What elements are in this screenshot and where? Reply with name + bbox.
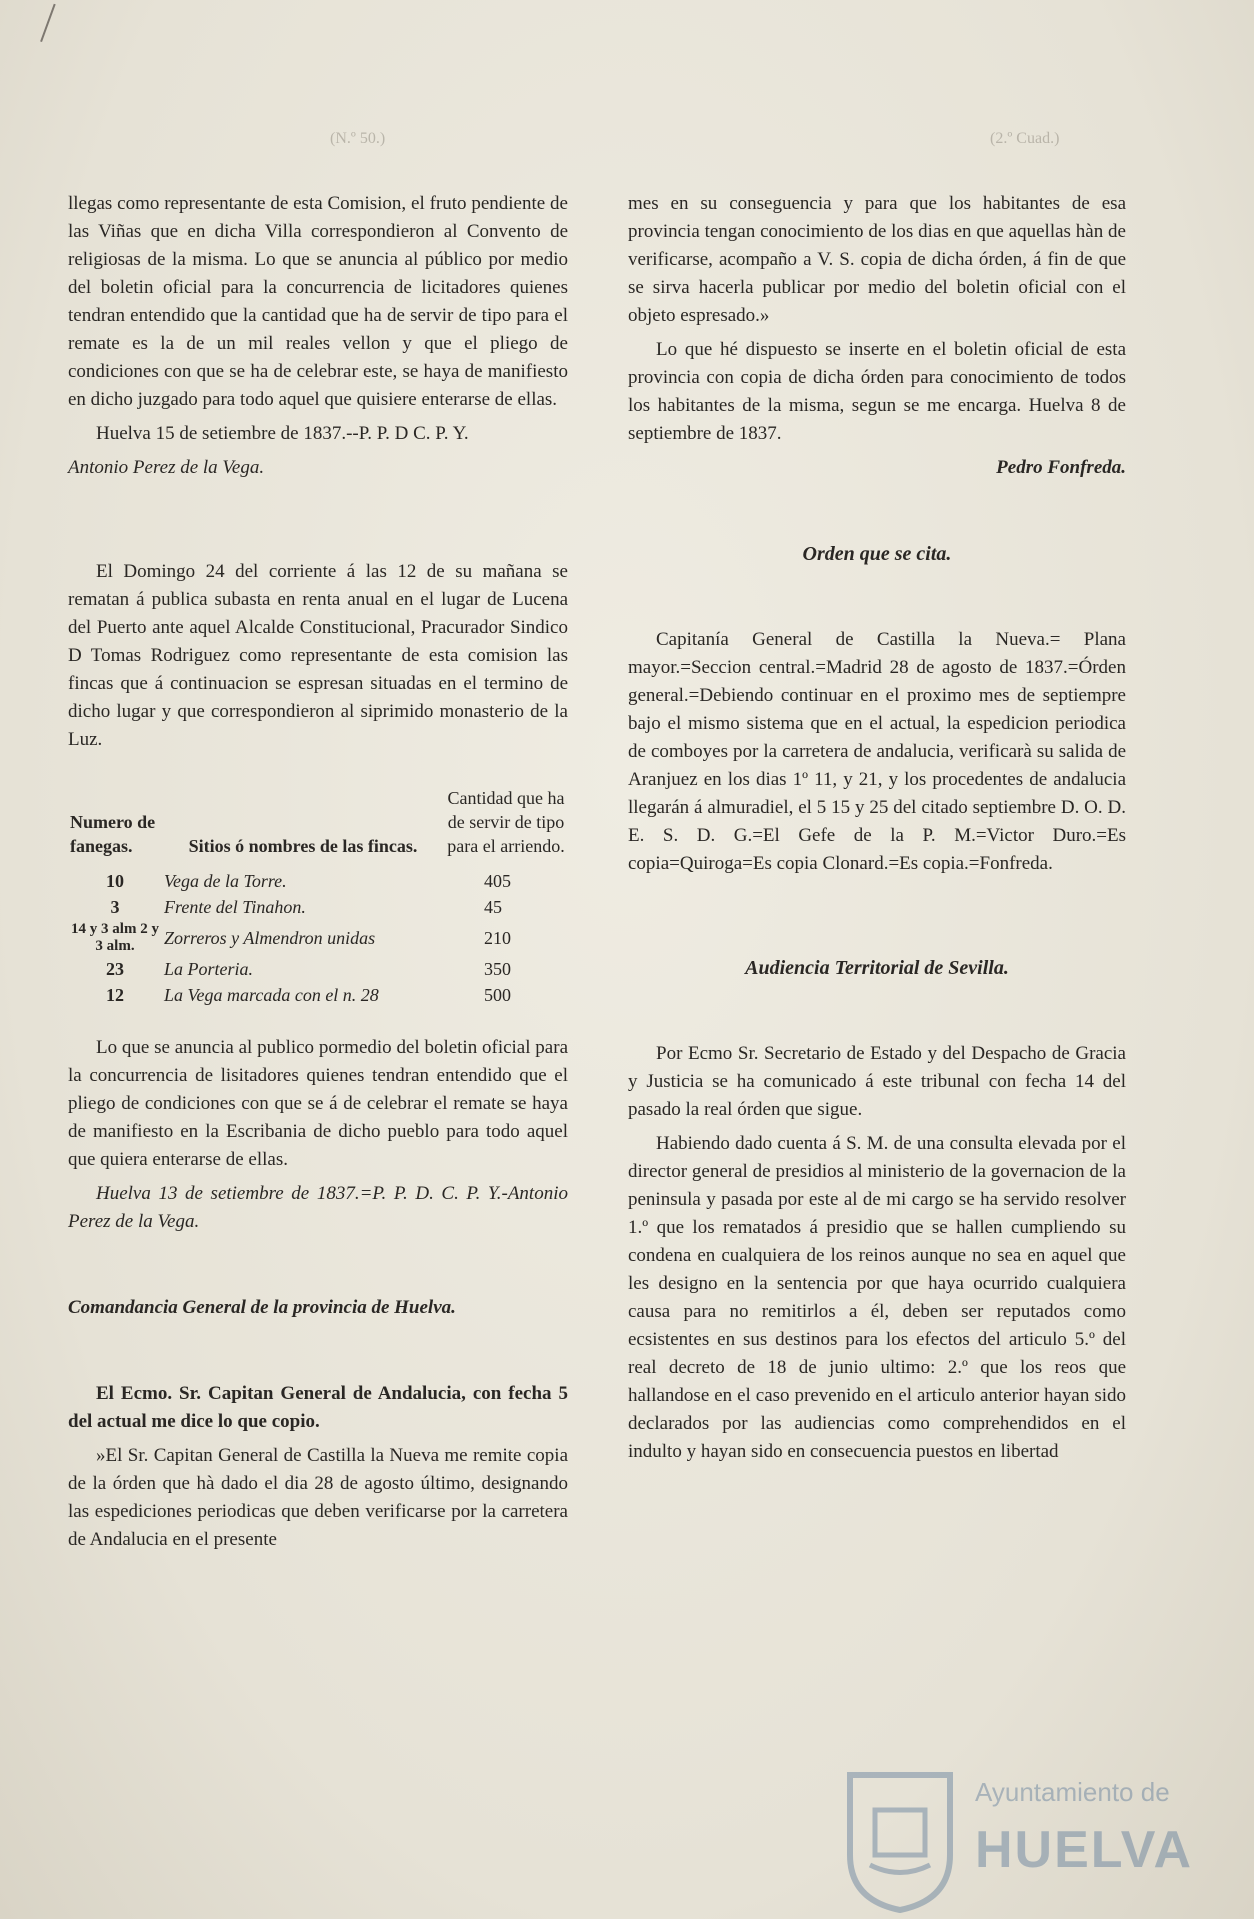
fonfreda-notice: Lo que hé dispuesto se inserte en el boletin oficial de esta provincia con copia de dicha órden para conocimiento de todos los habitantes de la misma, segun se me encarga. Huelva 8 de septiembre de 1837. xyxy=(628,339,1126,444)
fanegas-cell: 3 xyxy=(110,897,120,917)
watermark-line1: Ayuntamiento de xyxy=(975,1777,1170,1807)
amount-cell: 45 xyxy=(484,897,502,917)
amount-cell: 350 xyxy=(484,959,511,979)
table-row xyxy=(68,956,568,982)
audiencia-heading: Audiencia Territorial de Sevilla. xyxy=(745,957,1009,979)
fonfreda-signature: Pedro Fonfreda. xyxy=(996,457,1126,478)
audiencia-intro: Por Ecmo Sr. Secretario de Estado y del Despacho de Gracia y Justicia se ha comunicado á este tribunal con fecha 14 del pasado la real órden que sigue. xyxy=(628,1043,1126,1120)
lucena-closing-notice: Lo que se anuncia al publico pormedio del boletin oficial para la concurrencia de lisitadores quienes tendran entendido que el pliego de condiciones con que se á de celebrar el remate se haya de manifiesto en la Escribania de dicho pueblo para todo aquel que quiera enterarse de ellas. xyxy=(68,1037,568,1170)
auction-vineyard-date: Huelva 15 de setiembre de 1837.--P. P. D C. P. Y. xyxy=(96,423,469,444)
site-cell: Vega de la Torre. xyxy=(164,871,287,891)
auction-vineyard-notice: llegas como representante de esta Comision, el fruto pendiente de las Viñas que en dicha Villa correspondieron al Convento de religiosas de la misma. Lo que se anuncia al público por medio del boletin oficial para la concurrencia de licitadores quienes tendran entendido que la cantidad que ha de servir de tipo para el remate es la de un mil reales vellon y que el pliego de condiciones con que se ha de celebrar este, se haya de manifiesto en dicho juzgado para todo aquel que quisiere enterarse de ellas. xyxy=(68,193,568,410)
lots-table xyxy=(68,786,568,1008)
right-column xyxy=(628,190,1126,1472)
lots-table-header xyxy=(68,786,568,868)
table-row xyxy=(68,894,568,920)
comandancia-heading: Comandancia General de la provincia de Huelva. xyxy=(68,1297,456,1318)
city-seal-icon xyxy=(840,1765,960,1915)
qty-header: Cantidad que ha de servir de tipo para el arriendo. xyxy=(447,788,565,856)
lucena-auction-notice: El Domingo 24 del corriente á las 12 de su mañana se rematan á publica subasta en renta anual en el lugar de Lucena del Puerto ante aquel Alcalde Constitucional, Pracurador Sindico D Tomas Rodriguez como representante de esta comision las fincas que á continuacion se espresan situadas en el termino de dicho lugar y que correspondieron al siprimido monasterio de la Luz. xyxy=(68,561,568,750)
table-row xyxy=(68,868,568,894)
orden-text: Capitanía General de Castilla la Nueva.= Plana mayor.=Seccion central.=Madrid 28 de agosto de 1837.=Órden general.=Debiendo continuar en el proximo mes de septiempre bajo el mismo sistema que en el actual, la espedicion periodica de comboyes por la carretera de andalucia, verificarà su salida de Aranjuez en los dias 1º 11, y 21, y los procedentes de andalucia llegarán á almuradiel, el 5 15 y 25 del citado septiembre D. O. D. E. S. D. G.=El Gefe de la P. M.=Victor Duro.=Es copia=Quiroga=Es copia Clonard.=Es copia.=Fonfreda. xyxy=(628,629,1126,874)
ayuntamiento-watermark xyxy=(840,1765,1254,1915)
fanegas-cell: 12 xyxy=(106,985,124,1005)
left-column xyxy=(68,190,568,1560)
fanegas-header: Numero de fanegas. xyxy=(70,812,156,856)
corner-mark xyxy=(40,4,84,53)
fanegas-cell: 23 xyxy=(106,959,124,979)
amount-cell: 405 xyxy=(484,871,511,891)
sites-header: Sitios ó nombres de las fincas. xyxy=(188,836,418,856)
fanegas-cell: 14 y 3 alm 2 y 3 alm. xyxy=(71,921,159,954)
site-cell: Frente del Tinahon. xyxy=(164,897,306,917)
header-left-mark: (N.º 50.) xyxy=(330,130,386,147)
capitan-intro: El Ecmo. Sr. Capitan General de Andalucia, con fecha 5 del actual me dice lo que copio. xyxy=(68,1383,568,1432)
site-cell: La Porteria. xyxy=(164,959,254,979)
amount-cell: 210 xyxy=(484,928,511,948)
table-row xyxy=(68,920,568,956)
capitan-letter: »El Sr. Capitan General de Castilla la Nueva me remite copia de la órden que hà dado el dia 28 de agosto último, designando las espediciones periodicas que deben verificarse por la carretera de Andalucia en el presente xyxy=(68,1445,568,1550)
watermark-line2: HUELVA xyxy=(975,1821,1194,1879)
amount-cell: 500 xyxy=(484,985,511,1005)
capitan-letter-continued: mes en su conseguencia y para que los habitantes de esa provincia tengan conocimiento de los dias en que aquellas hàn de verificarse, acompaño a V. S. copia de dicha órden, á fin de que se sirva hacerla publicar por medio del boletin oficial con el objeto espresado.» xyxy=(628,193,1126,326)
auction-vineyard-signature: Antonio Perez de la Vega. xyxy=(68,457,265,478)
orden-heading: Orden que se cita. xyxy=(802,543,952,565)
table-row xyxy=(68,982,568,1008)
site-cell: La Vega marcada con el n. 28 xyxy=(164,985,379,1005)
real-orden-text: Habiendo dado cuenta á S. M. de una consulta elevada por el director general de presidios al ministerio de la governacion de la peninsula y pasada por este al de mi cargo se ha servido resolver 1.º que los rematados á presidio que se hallen cumpliendo su condena en cualquiera de los reinos aunque no sea en aquel que les designo en la sentencia por que haya ocurrido cualquiera causa para no remitirlos a él, deben ser reputados como ecsistentes en sus destinos para los efectos del articulo 5.º del real decreto de 18 de junio ultimo: 2.º que los reos que hallandose en el caso prevenido en el articulo anterior hayan sido declarados por las audiencias como comprehendidos en el indulto y hayan sido en consecuencia puestos en libertad xyxy=(628,1133,1126,1462)
fanegas-cell: 10 xyxy=(106,871,124,891)
header-right-mark: (2.º Cuad.) xyxy=(990,130,1060,147)
lucena-signature: Huelva 13 de setiembre de 1837.=P. P. D. C. P. Y.-Antonio Perez de la Vega. xyxy=(68,1183,568,1232)
site-cell: Zorreros y Almendron unidas xyxy=(164,928,376,948)
